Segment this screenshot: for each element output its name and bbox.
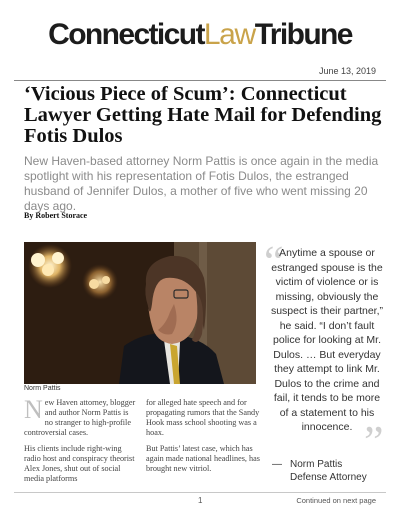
masthead-logo [0, 18, 400, 52]
header-divider [14, 80, 386, 81]
attribution-title: Defense Attorney [290, 472, 367, 483]
masthead-part-3: Tribune [254, 18, 352, 51]
body-column-1 [24, 395, 138, 490]
article-photo [24, 242, 256, 384]
continued-link[interactable]: Continued on next page [296, 496, 376, 505]
footer-divider [14, 492, 386, 493]
attribution-dash: — [272, 459, 282, 470]
photo-illustration [24, 242, 256, 384]
drop-cap: N [24, 395, 43, 424]
open-quote-mark: “ [264, 237, 284, 286]
article-deck: New Haven-based attorney Norm Pattis is once again in the media spotlight with his representation of Fotis Dulos, the estranged husband of Jennifer Dulos, a mother of five who went missing 20 days ago. [24, 154, 379, 213]
pull-quote-attribution [272, 458, 386, 484]
article-byline: By Robert Storace [24, 211, 88, 220]
close-quote-mark: ” [364, 417, 384, 466]
body-paragraph [24, 395, 138, 438]
article-headline: ‘Vicious Piece of Scum’: Connecticut Lawyer Getting Hate Mail for Defending Fotis Dulos [24, 83, 382, 147]
body-paragraph: for alleged hate speech and for propagating rumors that the Sandy Hook mass school shooting was a hoax. [146, 398, 260, 437]
body-text: ew Haven attorney, blogger and author Norm Pattis is no stranger to high-profile controversial cases. [24, 398, 136, 437]
masthead-part-1: Connecticut [48, 18, 204, 51]
pull-quote-text: Anytime a spouse or estranged spouse is the victim of violence or is missing, obviously the suspect is their partner,” he said. “I don’t fault police for looking at Mr. Dulos. … But everyday they attempt to link Mr. Dulos to the crime and fail, it tends to be more of a statement to his innocence. [270, 247, 384, 433]
page-number: 1 [198, 496, 203, 505]
photo-caption: Norm Pattis [24, 385, 61, 392]
attribution-name: Norm Pattis [290, 459, 343, 470]
publication-date: June 13, 2019 [318, 66, 376, 76]
body-paragraph: His clients include right-wing radio host and conspiracy theorist Alex Jones, shut out of social media platforms [24, 444, 135, 483]
masthead-part-2: Law [203, 18, 255, 51]
body-column-2 [146, 398, 260, 480]
body-paragraph: But Pattis’ latest case, which has again made national headlines, has brought new vitriol. [146, 444, 260, 473]
